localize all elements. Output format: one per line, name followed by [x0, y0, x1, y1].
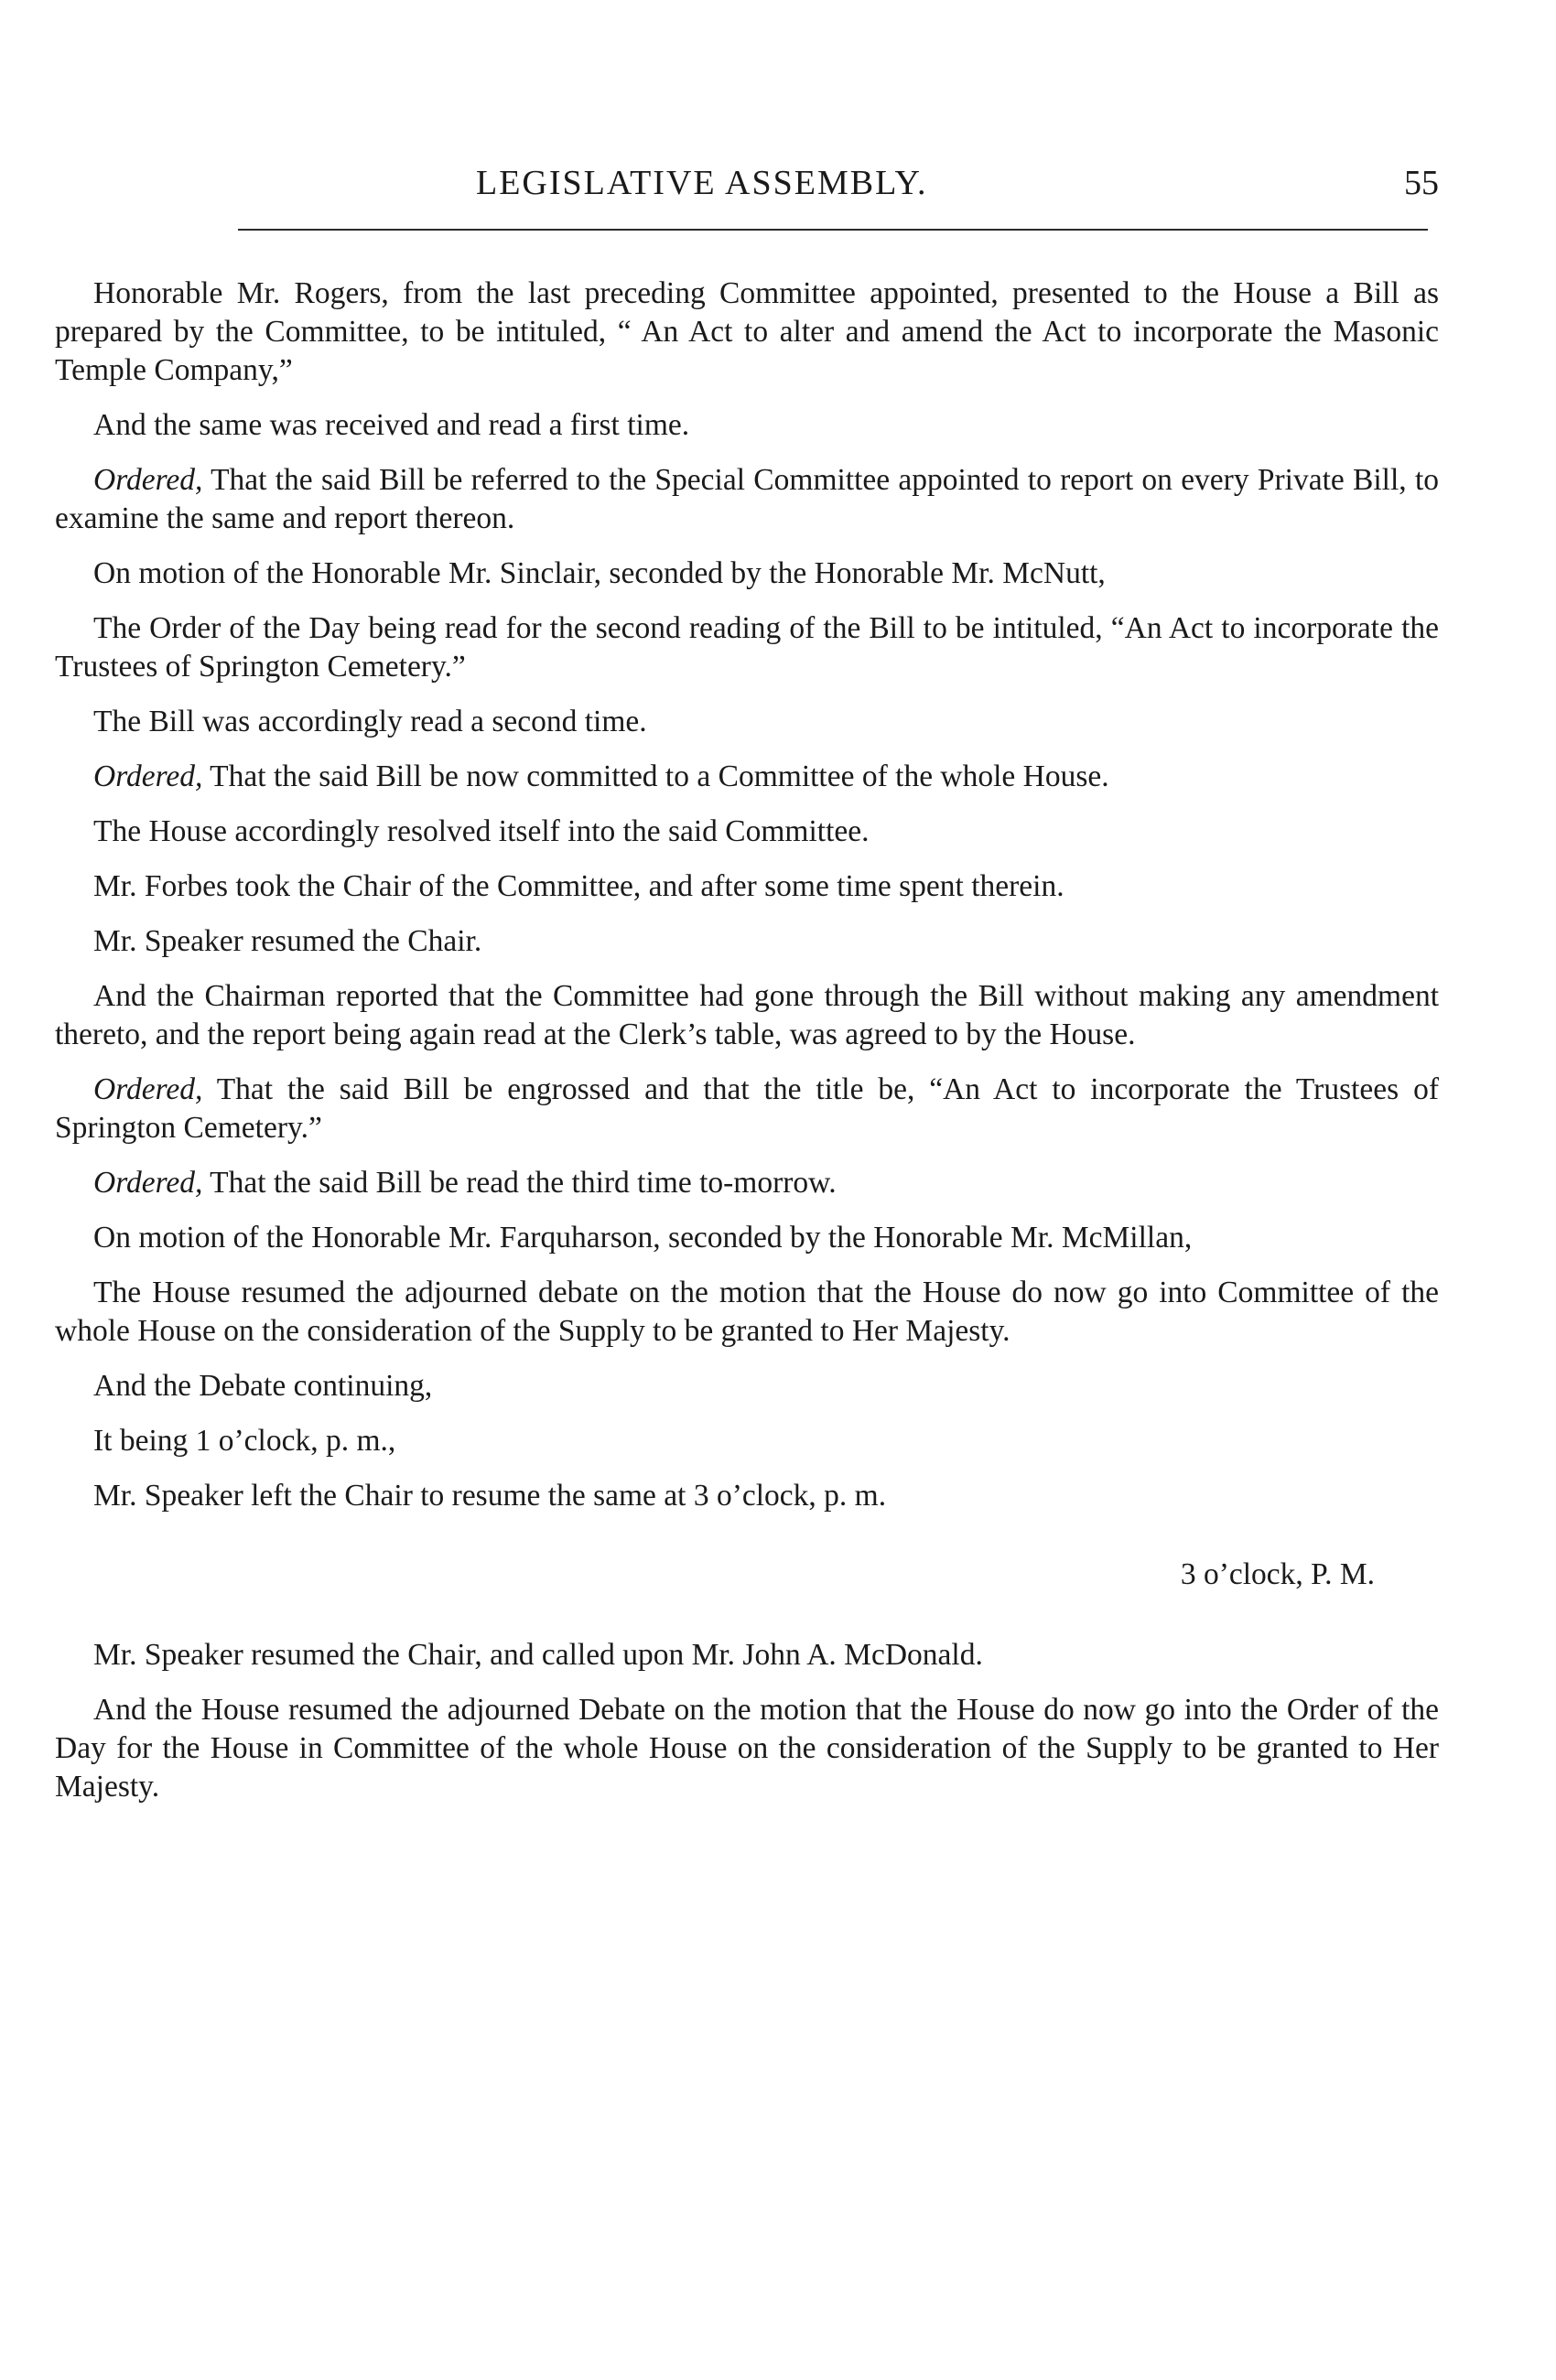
- paragraph: Ordered, That the said Bill be read the third time to-morrow.: [93, 1166, 837, 1200]
- running-title: LEGISLATIVE ASSEMBLY.: [476, 164, 928, 202]
- paragraph: On motion of the Honorable Mr. Sinclair, seconded by the Honorable Mr. McNutt,: [93, 556, 1106, 590]
- running-header: [55, 0, 1439, 233]
- document-page: [55, 0, 1439, 1804]
- paragraph: And the Debate continuing,: [93, 1369, 433, 1403]
- page-number: 55: [1404, 164, 1439, 202]
- body-text: [55, 275, 1439, 1823]
- paragraph: Mr. Forbes took the Chair of the Committee, and after some time spent therein.: [93, 869, 1064, 903]
- paragraph: And the House resumed the adjourned Debate on the motion that the House do now go into the Order of the Day for the House in Committee of the whole House on the consideration of the Supply to be granted to Her Majesty.: [55, 1693, 1439, 1804]
- paragraph: Mr. Speaker resumed the Chair.: [93, 924, 482, 958]
- paragraph: And the same was received and read a first time.: [93, 408, 690, 442]
- paragraph: The House resumed the adjourned debate on the motion that the House do now go into Committee of the whole House on the consideration of the Supply to be granted to Her Majesty.: [55, 1276, 1439, 1348]
- paragraph: The House accordingly resolved itself into the said Committee.: [93, 814, 870, 848]
- paragraph: Ordered, That the said Bill be referred to the Special Committee appointed to report on every Private Bill, to examine the same and report thereon.: [55, 463, 1439, 535]
- header-rule: [238, 229, 1428, 231]
- paragraph: Honorable Mr. Rogers, from the last preceding Committee appointed, presented to the House a Bill as prepared by the Committee, to be intituled, “ An Act to alter and amend the Act to incorporate the Masonic Temple Company,”: [55, 276, 1439, 387]
- time-marker: 3 o’clock, P. M.: [1180, 1557, 1375, 1591]
- paragraph: Mr. Speaker resumed the Chair, and called upon Mr. John A. McDonald.: [93, 1638, 983, 1672]
- paragraph: Ordered, That the said Bill be now committed to a Committee of the whole House.: [93, 759, 1109, 793]
- paragraph: On motion of the Honorable Mr. Farquharson, seconded by the Honorable Mr. McMillan,: [93, 1221, 1193, 1255]
- paragraph: The Order of the Day being read for the second reading of the Bill to be intituled, “An Act to incorporate the Trustees of Springton Cemetery.”: [55, 611, 1439, 684]
- paragraph: The Bill was accordingly read a second time.: [93, 705, 647, 738]
- paragraph: And the Chairman reported that the Committee had gone through the Bill without making any amendment thereto, and the report being again read at the Clerk’s table, was agreed to by the House.: [55, 979, 1439, 1051]
- paragraph: Mr. Speaker left the Chair to resume the same at 3 o’clock, p. m.: [93, 1479, 887, 1513]
- paragraph: Ordered, That the said Bill be engrossed and that the title be, “An Act to incorporate the Trustees of Springton Cemetery.”: [55, 1072, 1439, 1145]
- paragraph: It being 1 o’clock, p. m.,: [93, 1424, 396, 1458]
